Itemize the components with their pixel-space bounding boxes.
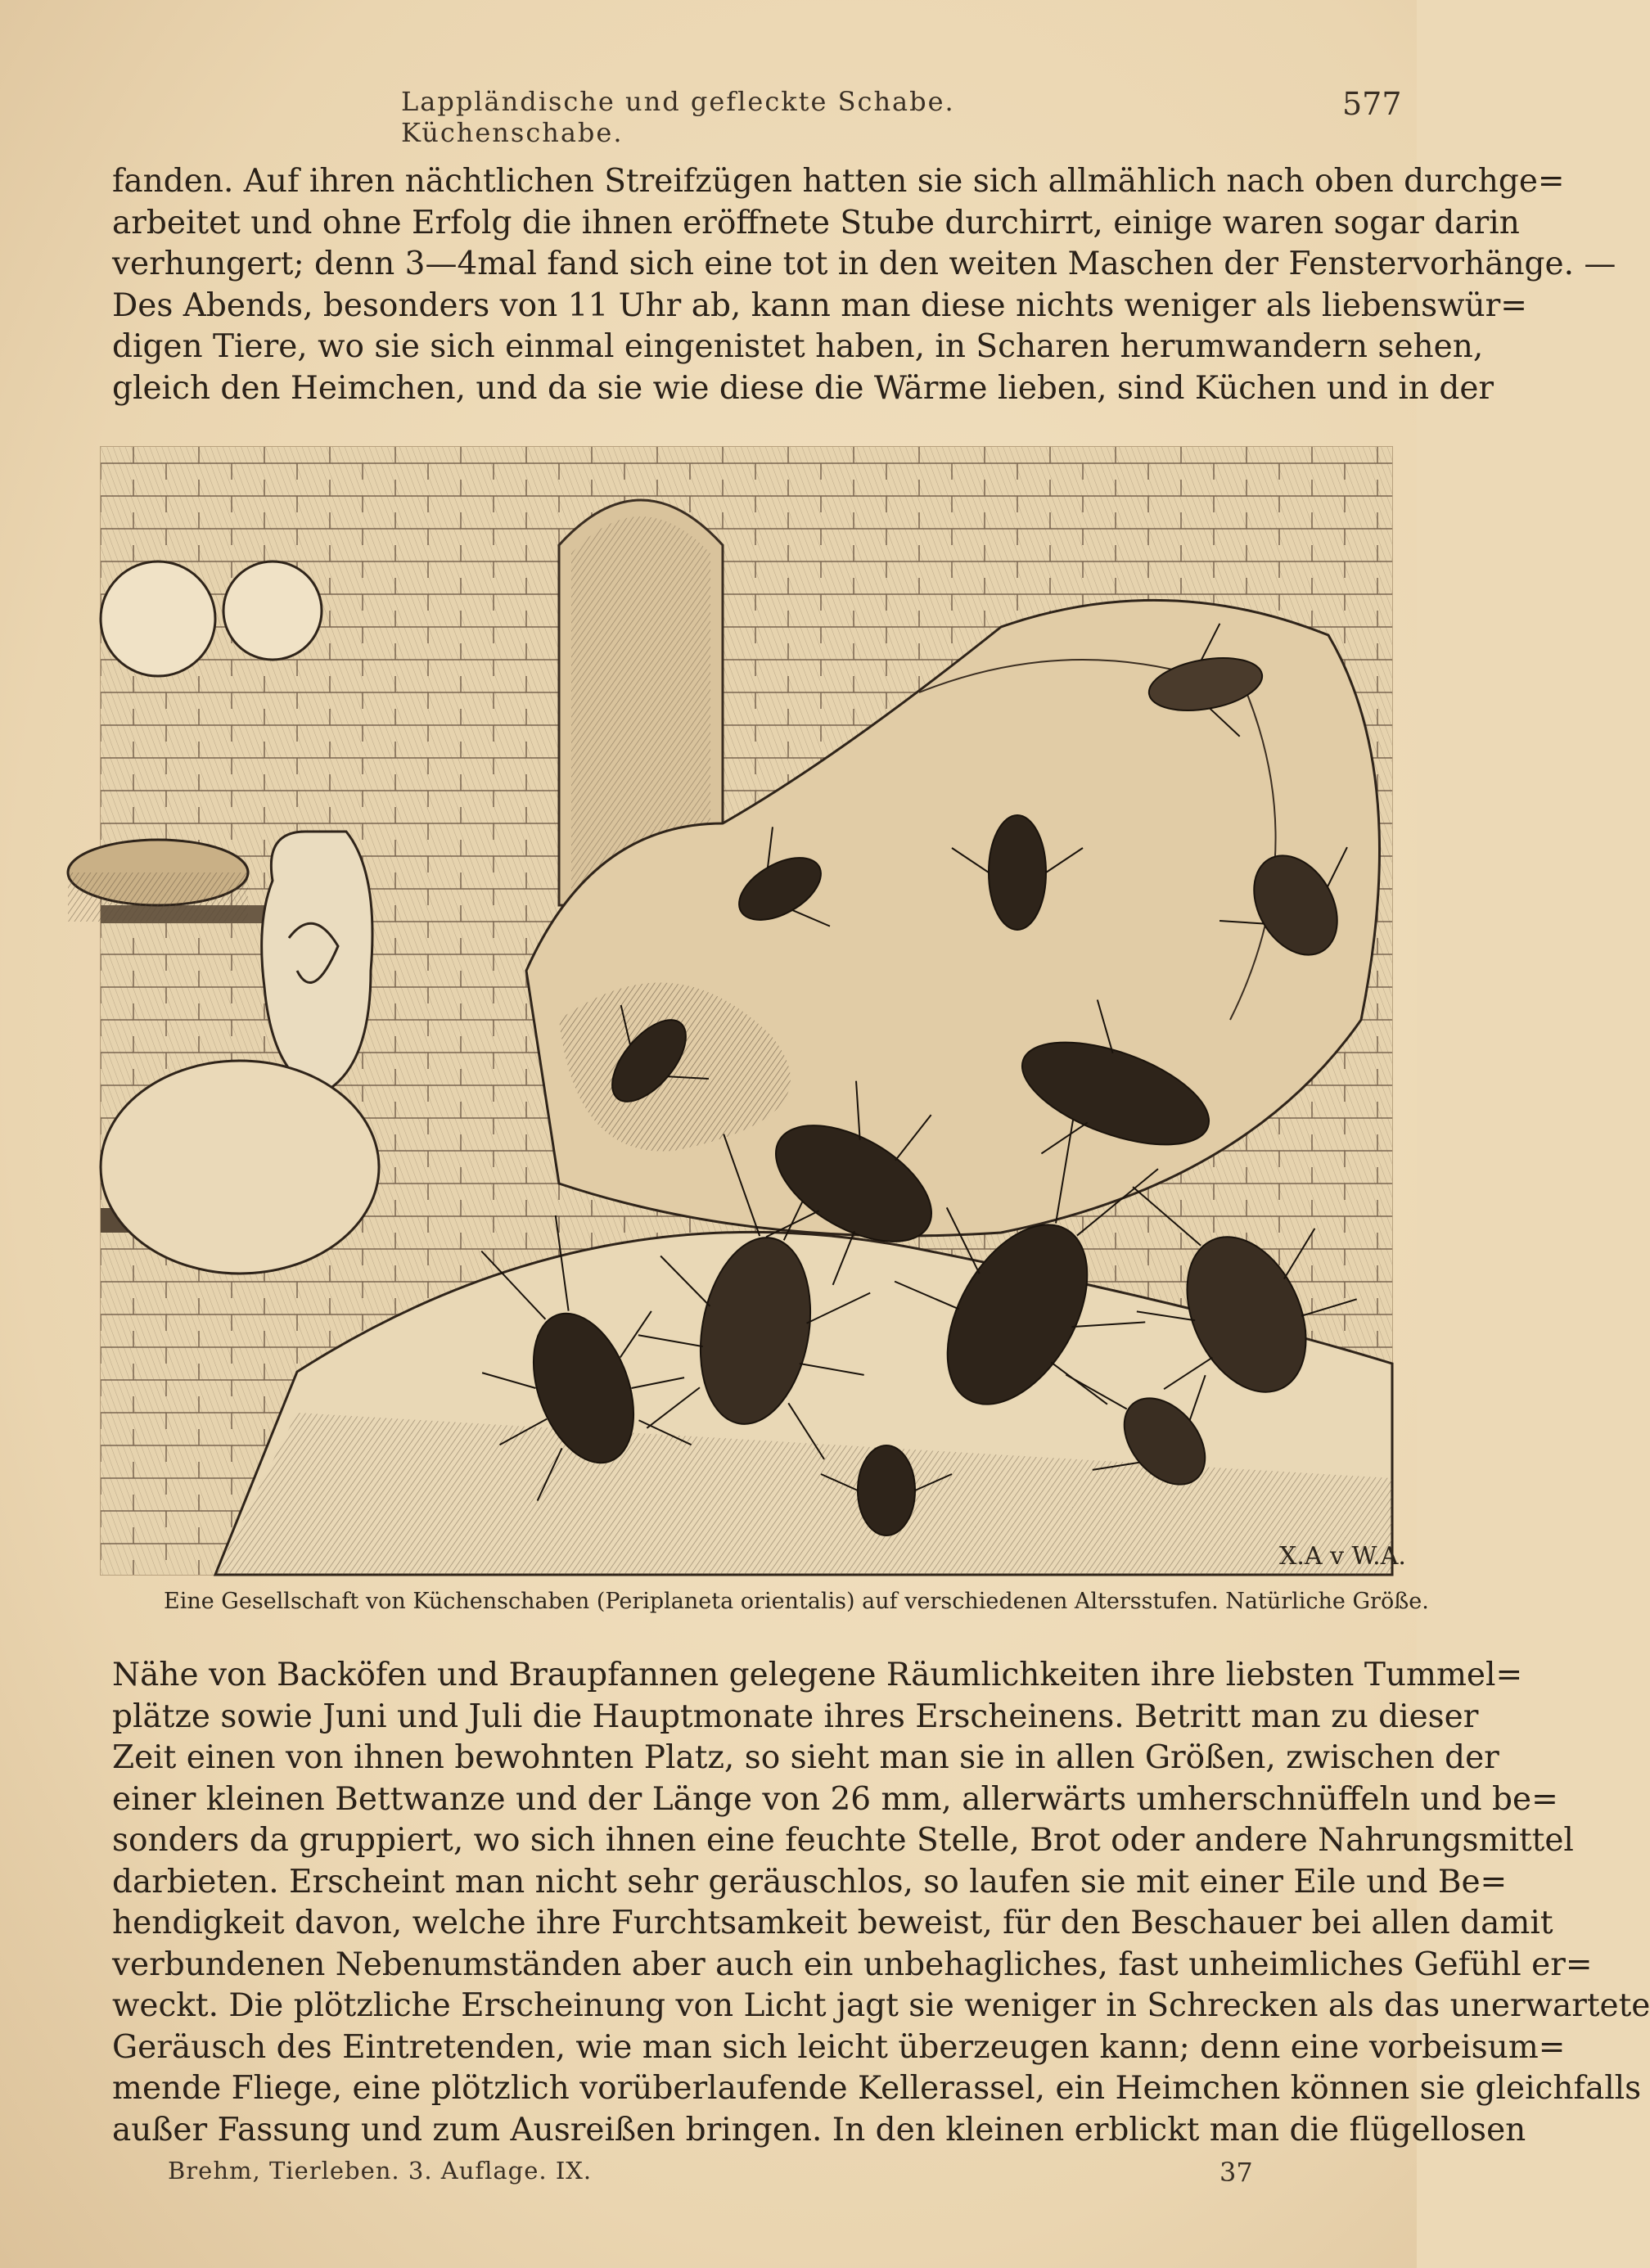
text-line: Des Abends, besonders von 11 Uhr ab, kann man diese nichts weniger als liebenswür= — [112, 286, 1527, 324]
paragraph-top — [112, 161, 1616, 409]
text-line: sonders da gruppiert, wo sich ihnen eine feuchte Stelle, Brot oder andere Nahrungsmittel — [112, 1822, 1574, 1859]
text-line: außer Fassung und zum Ausreißen bringen. In den kleinen erblickt man die flügellosen — [112, 2111, 1526, 2149]
cockroach-engraving — [100, 446, 1406, 1576]
text-line: weckt. Die plötzliche Erscheinung von Licht jagt sie weniger in Schrecken als das unerwartete — [112, 1987, 1650, 2024]
text-line: Geräusch des Eintretenden, wie man sich leicht überzeugen kann; denn eine vorbeisum= — [112, 2028, 1566, 2066]
page-number: 577 — [1342, 86, 1402, 122]
text-line: Nähe von Backöfen und Braupfannen gelegene Räumlichkeiten ihre liebsten Tummel= — [112, 1657, 1523, 1693]
artist-signature: X.A v W.A. — [1279, 1542, 1406, 1571]
text-line: darbieten. Erscheint man nicht sehr geräuschlos, so laufen sie mit einer Eile und Be= — [112, 1863, 1508, 1901]
text-line: plätze sowie Juni und Juli die Hauptmonate ihres Erscheinens. Betritt man zu dieser — [112, 1698, 1479, 1735]
running-header — [0, 86, 1417, 148]
paragraph-bottom — [112, 1655, 1650, 2151]
text-line: Zeit einen von ihnen bewohnten Platz, so sieht man sie in allen Größen, zwischen der — [112, 1739, 1499, 1776]
text-line: hendigkeit davon, welche ihre Furchtsamkeit beweist, für den Beschauer bei allen damit — [112, 1905, 1553, 1941]
text-line: arbeitet und ohne Erfolg die ihnen eröffnete Stube durchirrt, einige waren sogar darin — [112, 204, 1520, 241]
text-line: gleich den Heimchen, und da sie wie diese die Wärme lieben, sind Küchen und in der — [112, 369, 1494, 407]
print-signature: Brehm, Tierleben. 3. Auflage. IX. — [168, 2157, 593, 2185]
running-title: Lappländische und gefleckte Schabe. Küchenschabe. — [401, 86, 955, 148]
text-line: mende Fliege, eine plötzlich vorüberlaufende Kellerassel, ein Heimchen können sie gleichfalls — [112, 2070, 1642, 2107]
text-line: fanden. Auf ihren nächtlichen Streifzügen hatten sie sich allmählich nach oben durchge= — [112, 163, 1565, 200]
text-line: verbundenen Nebenumständen aber auch ein unbehagliches, fast unheimliches Gefühl er= — [112, 1946, 1593, 1983]
text-line: digen Tiere, wo sie sich einmal eingenistet haben, in Scharen herumwandern sehen, — [112, 328, 1484, 365]
text-line: verhungert; denn 3—4mal fand sich eine tot in den weiten Maschen der Fenstervorhänge. — — [112, 246, 1616, 282]
text-line: einer kleinen Bettwanze und der Länge von 26 mm, allerwärts umherschnüffeln und be= — [112, 1780, 1558, 1818]
sheet-number: 37 — [1219, 2157, 1253, 2188]
page-footer — [0, 2157, 1417, 2198]
figure-caption: Eine Gesellschaft von Küchenschaben (Periplaneta orientalis) auf verschiedenen Altersstufen. Natürliche Größe. — [164, 1589, 1429, 1614]
